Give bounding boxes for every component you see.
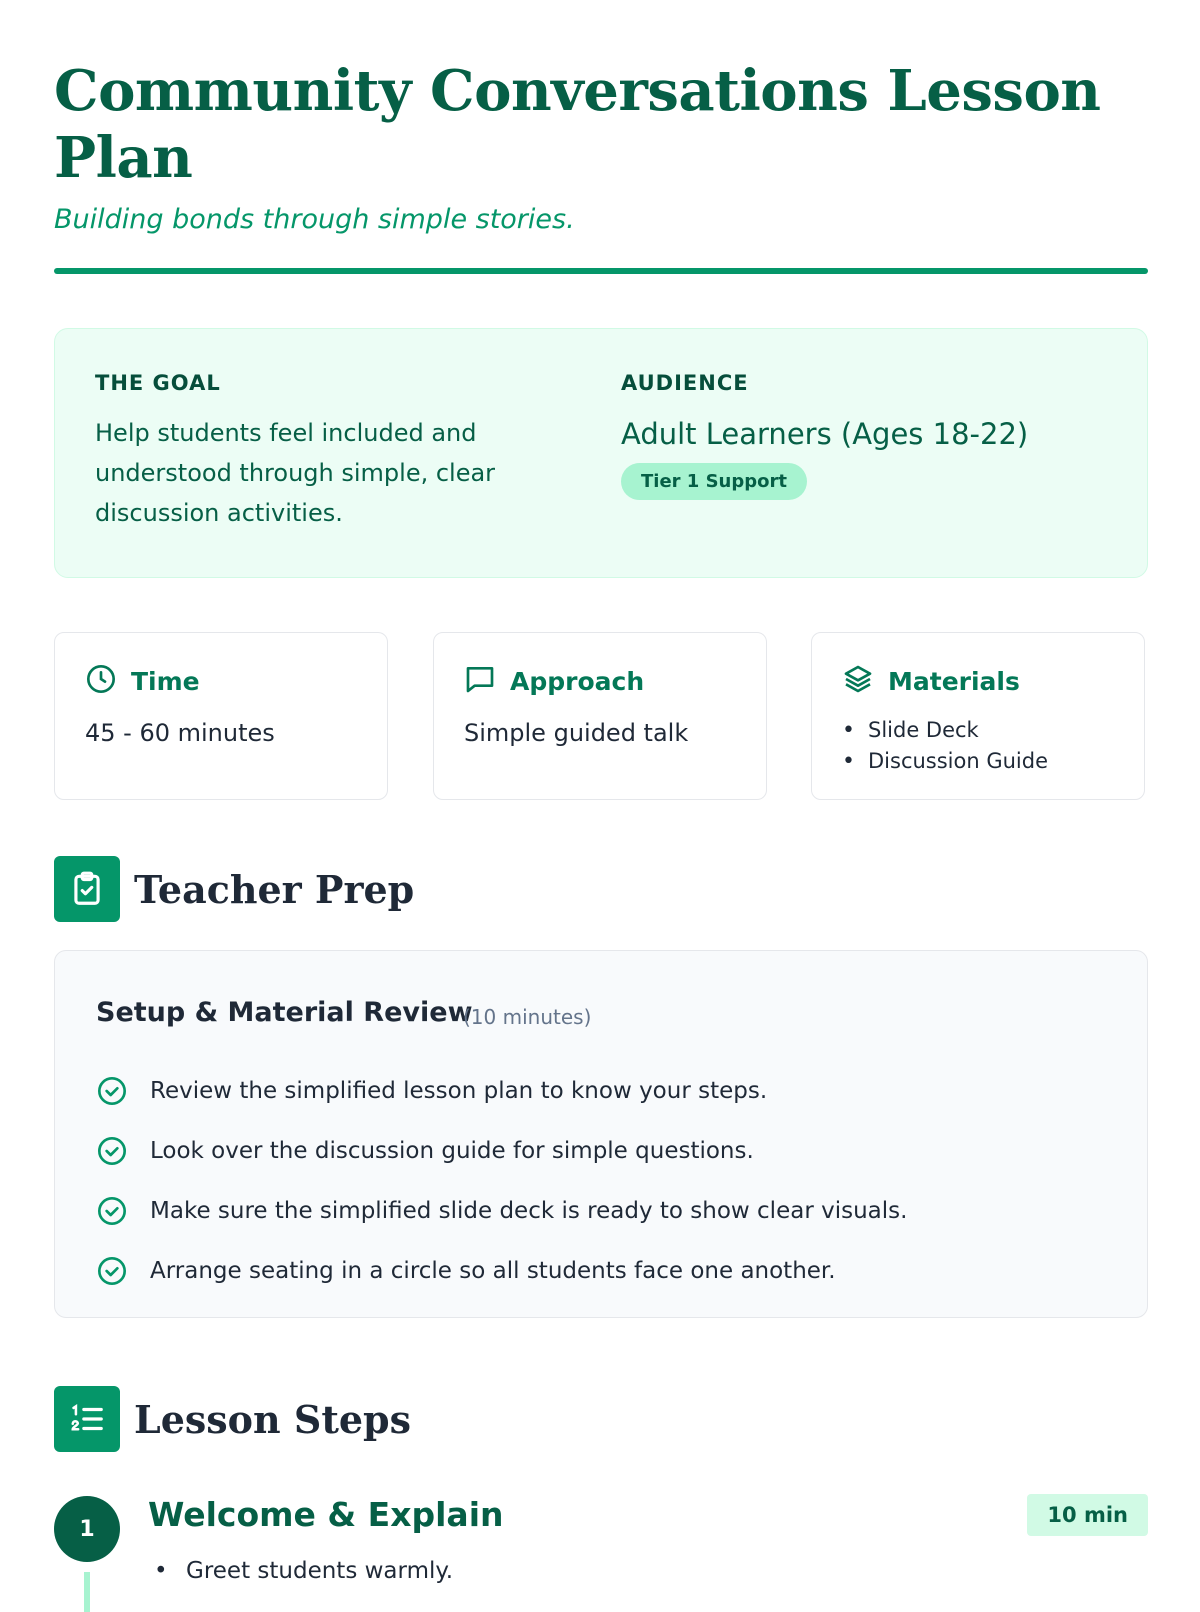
approach-title: Approach [510, 666, 645, 696]
list-item [96, 1121, 907, 1181]
materials-title: Materials [888, 666, 1020, 696]
prep-checklist [96, 1061, 907, 1301]
time-title: Time [131, 666, 200, 696]
tier-badge: Tier 1 Support [621, 463, 807, 500]
layers-icon [842, 663, 874, 699]
step-duration-badge: 10 min [1027, 1494, 1148, 1536]
step-number-badge: 1 [54, 1496, 120, 1562]
list-item: • Discussion Guide [842, 746, 1048, 777]
page-subtitle: Building bonds through simple stories. [54, 204, 575, 235]
list-item: • Slide Deck [842, 715, 1048, 746]
approach-value: Simple guided talk [464, 719, 689, 747]
audience-label: AUDIENCE [621, 371, 749, 395]
check-circle-icon [96, 1195, 128, 1227]
materials-list [842, 715, 1048, 777]
list-item [96, 1241, 907, 1301]
lesson-plan-page [54, 0, 1148, 1584]
time-value: 45 - 60 minutes [85, 719, 275, 747]
overview-card [54, 328, 1148, 578]
list-item [96, 1061, 907, 1121]
check-circle-icon [96, 1075, 128, 1107]
list-item: • Greet students warmly. [148, 1552, 453, 1590]
teacher-prep-title: Teacher Prep [134, 866, 415, 912]
goal-label: THE GOAL [95, 371, 221, 395]
lesson-steps-title: Lesson Steps [134, 1396, 412, 1442]
step-timeline-line [84, 1572, 90, 1612]
clock-icon [85, 663, 117, 699]
setup-card [54, 950, 1148, 1318]
teacher-prep-heading [54, 856, 414, 922]
check-circle-icon [96, 1255, 128, 1287]
time-card [54, 632, 388, 800]
title-divider [54, 268, 1148, 274]
goal-column [95, 371, 515, 533]
prep-task-text: Arrange seating in a circle so all students face one another. [150, 1258, 836, 1284]
prep-task-text: Make sure the simplified slide deck is ready to show clear visuals. [150, 1198, 908, 1224]
materials-card [811, 632, 1145, 800]
goal-text: Help students feel included and understood through simple, clear discussion activities. [95, 419, 496, 527]
lesson-steps-heading [54, 1386, 411, 1452]
check-circle-icon [96, 1135, 128, 1167]
page-title: Community Conversations Lesson Plan [54, 58, 1101, 191]
chat-icon [464, 663, 496, 699]
approach-card [433, 632, 767, 800]
step-bullet-list [148, 1552, 453, 1590]
step-title: Welcome & Explain [148, 1495, 504, 1534]
audience-text: Adult Learners (Ages 18-22) [621, 417, 1029, 451]
prep-task-text: Look over the discussion guide for simple questions. [150, 1138, 754, 1164]
clipboard-check-icon [54, 856, 120, 922]
audience-column [621, 371, 1121, 500]
list-item [96, 1181, 907, 1241]
setup-duration: (10 minutes) [463, 1005, 592, 1029]
numbered-list-icon [54, 1386, 120, 1452]
prep-task-text: Review the simplified lesson plan to know your steps. [150, 1078, 768, 1104]
setup-title: Setup & Material Review [96, 997, 473, 1028]
